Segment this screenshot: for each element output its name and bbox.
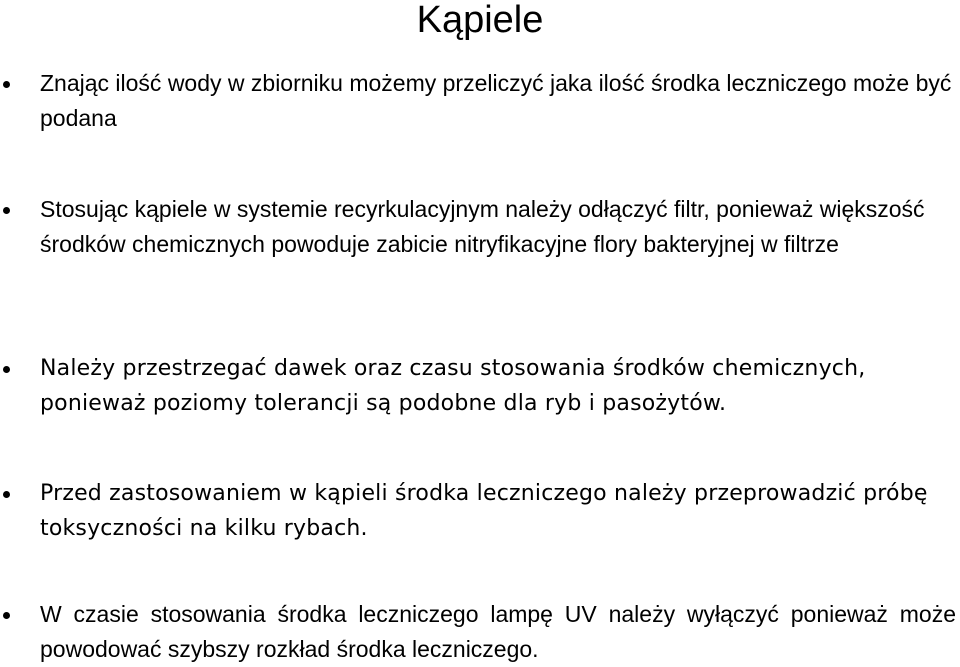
bullet-text: Przed zastosowaniem w kąpieli środka leczniczego należy przeprowadzić próbę toksyczności na kilku rybach. (40, 481, 928, 541)
bullet-text: Znając ilość wody w zbiorniku możemy przeliczyć jaka ilość środka leczniczego może być podana (40, 70, 952, 131)
bullet-text: W czasie stosowania środka leczniczego lampę UV należy wyłączyć ponieważ może powodować szybszy rozkład środka leczniczego. (40, 601, 956, 662)
bullet-text: Stosując kąpiele w systemie recyrkulacyjnym należy odłączyć filtr, ponieważ większość środków chemicznych powoduje zabicie nitryfikacyjne flory bakteryjnej w filtrze (40, 196, 925, 257)
bullet-dot-icon (3, 366, 10, 373)
bullet-text: Należy przestrzegać dawek oraz czasu stosowania środków chemicznych, ponieważ poziomy tolerancji są podobne dla ryb i pasożytów. (40, 356, 866, 416)
slide-title: Kąpiele (416, 0, 544, 41)
bullet-dot-icon (3, 81, 10, 88)
bullet-dot-icon (3, 612, 10, 619)
bullet-dot-icon (3, 207, 10, 214)
bullet-dot-icon (3, 491, 10, 498)
